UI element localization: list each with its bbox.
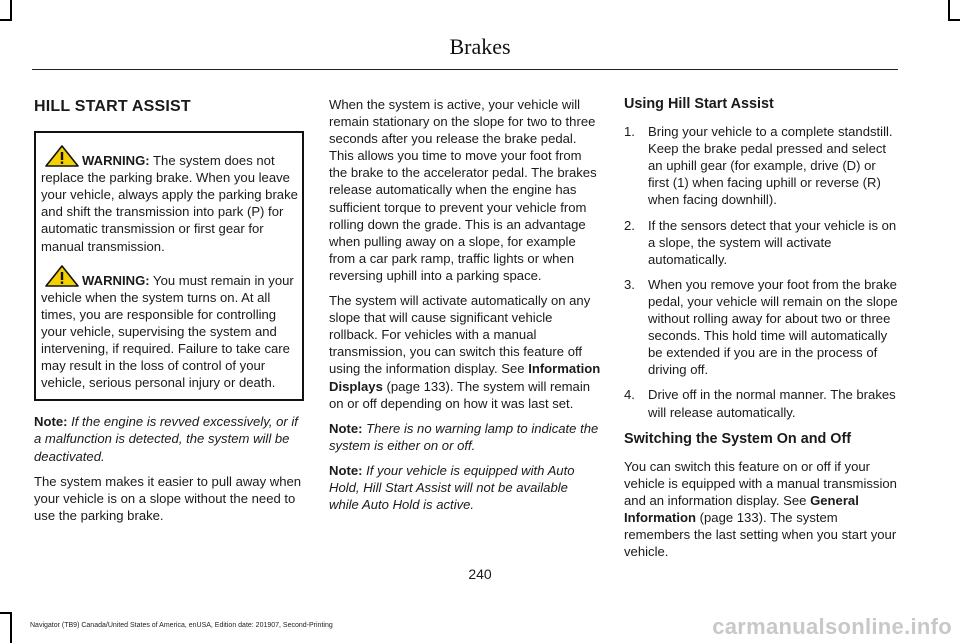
right-column bbox=[624, 96, 898, 568]
note-paragraph bbox=[34, 413, 304, 464]
step-text: If the sensors detect that your vehicle is on a slope, the system will activate automatically. bbox=[648, 217, 897, 267]
note-paragraph bbox=[329, 462, 601, 513]
crop-mark-bottom-left-h bbox=[0, 612, 12, 614]
warning-paragraph bbox=[41, 265, 298, 392]
warning-text: The system does not replace the parking brake. When you leave your vehicle, always apply the parking brake and shift the transmission into park (P) for automatic transmission or first gear for manual transmission. bbox=[41, 153, 298, 254]
crop-mark-top-left-v bbox=[10, 0, 12, 20]
warning-paragraph bbox=[41, 145, 298, 255]
step-number: 3. bbox=[624, 276, 635, 292]
crop-mark-top-right-h bbox=[948, 19, 960, 21]
body-paragraph bbox=[329, 292, 601, 412]
subsection-heading: Switching the System On and Off bbox=[624, 430, 852, 447]
step-number: 4. bbox=[624, 387, 635, 403]
note-label: Note: bbox=[34, 414, 68, 430]
step-number: 2. bbox=[624, 217, 635, 233]
section-heading: HILL START ASSIST bbox=[34, 98, 191, 115]
subsection-heading: Using Hill Start Assist bbox=[624, 96, 774, 112]
step-text: When you remove your foot from the brake pedal, your vehicle will remain on the slope without rolling away for about two or three seconds. This hold time will automatically be extended if you are in the process of driving off. bbox=[648, 276, 898, 378]
edition-footer: Navigator (TB9) Canada/United States of America, enUSA, Edition date: 201907, Second-Printing bbox=[30, 622, 333, 629]
list-item bbox=[624, 276, 898, 379]
body-text: You can switch this feature on or off if your vehicle is equipped with a manual transmission and an information display. See bbox=[624, 458, 897, 508]
crop-mark-top-left-h bbox=[0, 19, 12, 21]
body-text: The system will activate automatically on any slope that will cause significant vehicle rollback. For vehicles with a manual transmission, you can switch this feature off using the information display. See bbox=[329, 293, 591, 377]
body-paragraph bbox=[624, 458, 898, 561]
list-item bbox=[624, 386, 898, 420]
list-item bbox=[624, 123, 898, 208]
middle-column bbox=[329, 96, 601, 521]
crop-mark-bottom-left-v bbox=[10, 612, 12, 643]
step-text: Bring your vehicle to a complete standstill. Keep the brake pedal pressed and select an uphill gear (for example, drive (D) or first (1) when facing uphill or reverse (R) when facing downhill). bbox=[648, 124, 893, 208]
cross-reference-link[interactable]: General Information bbox=[624, 492, 859, 525]
step-number: 1. bbox=[624, 124, 635, 140]
warning-label: WARNING: bbox=[82, 153, 150, 169]
note-label: Note: bbox=[329, 462, 363, 478]
note-label: Note: bbox=[329, 420, 363, 436]
step-text: Drive off in the normal manner. The brakes will release automatically. bbox=[648, 387, 896, 420]
warning-box bbox=[34, 131, 304, 401]
note-text: If your vehicle is equipped with Auto Hold, Hill Start Assist will not be available while Auto Hold is active. bbox=[329, 462, 575, 513]
watermark: carmanualsonline.info bbox=[712, 614, 952, 639]
body-paragraph: When the system is active, your vehicle will remain stationary on the slope for two to three seconds after you release the brake pedal. This allows you time to move your foot from the brake to the accelerator pedal. The brakes release automatically when the engine has sufficient torque to prevent your vehicle from rolling down the grade. This is an advantage when pulling away on a slope, for example from a car park ramp, traffic lights or when reversing uphill into a parking space. bbox=[329, 97, 597, 283]
warning-triangle-icon bbox=[45, 145, 79, 167]
note-text: If the engine is revved excessively, or if a malfunction is detected, the system will be deactivated. bbox=[34, 414, 298, 464]
list-item bbox=[624, 217, 898, 268]
warning-text: You must remain in your vehicle when the system turns on. At all times, you are responsible for controlling your vehicle, supervising the system and intervening, if required. Failure to take care may result in the loss of control of your vehicle, serious personal injury or death. bbox=[41, 272, 294, 391]
note-paragraph bbox=[329, 420, 601, 454]
page-title: Brakes bbox=[449, 34, 511, 59]
crop-mark-top-right-v bbox=[948, 0, 950, 20]
cross-reference-link[interactable]: Information Displays bbox=[329, 361, 601, 394]
body-paragraph: The system makes it easier to pull away when your vehicle is on a slope without the need to use the parking brake. bbox=[34, 473, 302, 523]
left-column bbox=[34, 96, 304, 532]
body-text: (page 133). The system remembers the last setting when you start your vehicle. bbox=[624, 509, 897, 560]
header-rule bbox=[32, 69, 898, 70]
warning-label: WARNING: bbox=[82, 272, 150, 288]
warning-triangle-icon bbox=[45, 265, 79, 287]
body-text: (page 133). The system will remain on or off depending on how it was last set. bbox=[329, 378, 591, 411]
note-text: There is no warning lamp to indicate the system is either on or off. bbox=[329, 420, 599, 453]
page-number: 240 bbox=[468, 566, 492, 582]
steps-list bbox=[624, 123, 898, 421]
